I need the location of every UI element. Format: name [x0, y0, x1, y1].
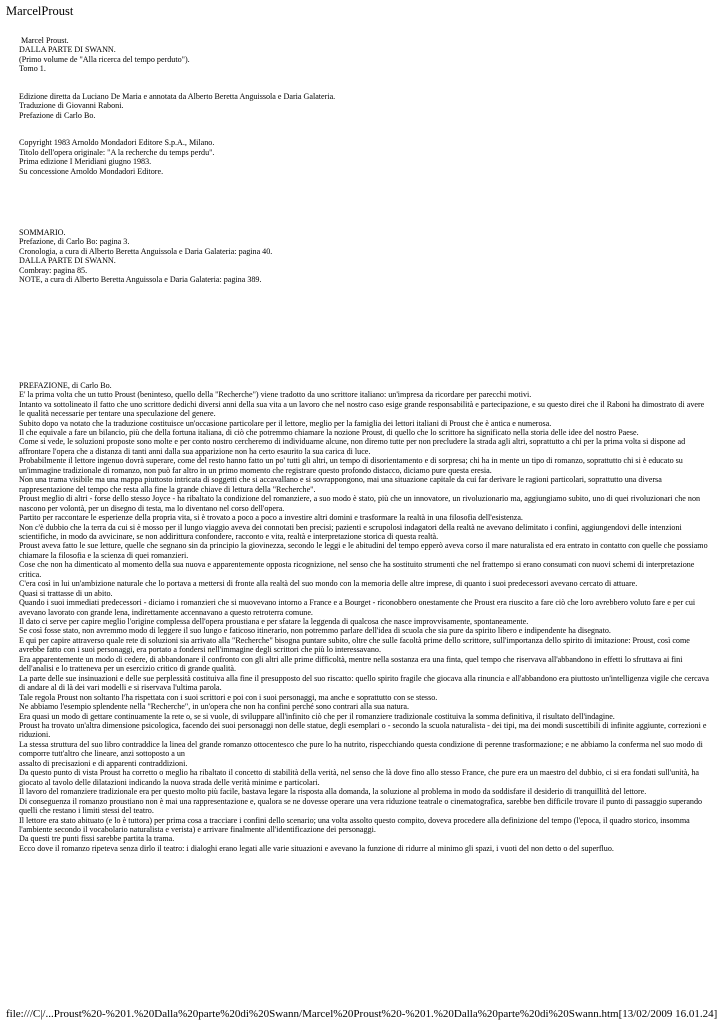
volume-line: Tomo 1.: [19, 64, 46, 74]
preface-paragraph: Il dato ci serve per capire meglio l'origine complessa dell'opera proustiana e per sfatare la leggenda di qualcosa che nasce improvvisamente, spontaneamente.: [19, 617, 529, 627]
file-path-footer: file:///C|/...Proust%20-%201.%20Dalla%20parte%20di%20Swann/Marcel%20Proust%20-%201.%20Dalla%20parte%20di%20Swann.htm[13/02/2009 16.01.24]: [6, 1008, 718, 1020]
preface-paragraph: Proust aveva fatto le sue letture, quelle che segnano sin da principio la giovinezza, secondo le leggi e le abitudini del tempo epperò aveva corso il mare naturalista ed era entrato in contatto con quelle che possiamo chiamare la filosofia e la scienza di quei romanzieri.: [19, 541, 708, 560]
sommario-item: Cronologia, a cura di Alberto Beretta Anguissola e Daria Galateria: pagina 40.: [19, 246, 273, 256]
copyright-line: Copyright 1983 Arnoldo Mondadori Editore S.p.A., Milano.: [19, 138, 215, 148]
preface-paragraphs: [19, 390, 711, 853]
preface-paragraph: Partito per raccontare le esperienze della propria vita, si è trovato a poco a poco a investire altri domini e trasformare la realtà in una filosofia dell'esistenza.: [19, 513, 523, 523]
sommario-heading: SOMMARIO.: [19, 227, 66, 237]
preface-section: [19, 381, 711, 854]
preface-paragraph: E qui per capire attraverso quale rete di soluzioni sia arrivato alla "Recherche" bisogna puntare subito, oltre che sulle facoltà prime dello scrittore, sull'importanza dello spirito di imitazione: Proust, così come avrebbe fatto con i suoi personaggi, era portato a fondersi nell'immagine degli scrittori che più lo interessavano.: [19, 635, 690, 655]
preface-credit-line: Prefazione di Carlo Bo.: [19, 110, 96, 120]
sommario-item: NOTE, a cura di Alberto Beretta Anguissola e Daria Galateria: pagina 389.: [19, 275, 262, 285]
sommario-item: Combray: pagina 85.: [19, 265, 88, 275]
page-title: MarcelProust: [6, 4, 74, 18]
preface-paragraph: Da questi tre punti fissi sarebbe partita la trama.: [19, 834, 175, 844]
sommario-block: [19, 228, 711, 285]
preface-heading: PREFAZIONE, di Carlo Bo.: [19, 380, 112, 390]
title-block: [19, 36, 711, 45]
edition-line: Edizione diretta da Luciano De Maria e annotata da Alberto Beretta Anguissola e Daria Galateria.: [19, 91, 336, 101]
preface-paragraph: Era quasi un modo di gettare continuamente la rete o, se si vuole, di sviluppare all'infinito ciò che per il romanziere tradizionale costituiva la somma definitiva, il risultato dell'indagine.: [19, 711, 615, 721]
book-title: DALLA PARTE DI SWANN.: [19, 45, 116, 55]
preface-paragraph: C'era così in lui un'ambizione naturale che lo portava a mettersi di fronte alla realtà del suo mondo con la memoria delle altre imprese, di quanto i suoi predecessori avevano cercato di attuare.: [19, 579, 638, 589]
preface-paragraph: Non una trama visibile ma una mappa piuttosto intricata di soggetti che si accavallano e si sovrappongono, mai una situazione capitale da cui far derivare le ragioni particolari, soprattutto una diversa rappresentazione del tempo che resta alla fine la grande chiave di lettura della "Recherche".: [19, 475, 662, 494]
document-body: [19, 36, 711, 853]
translator-line: Traduzione di Giovanni Raboni.: [19, 101, 124, 111]
preface-paragraph: Se così fosse stato, non avremmo modo di leggere il suo lungo e faticoso itinerario, non potremmo parlare dell'idea di scuola che sia pure da spirito libero e indipendente ha disegnato.: [19, 626, 611, 636]
preface-paragraph: Era apparentemente un modo di cedere, di abbandonare il confronto con gli altri alle prime difficoltà, mentre nella sostanza era una finta, quel tempo che riservava all'abbandono in effetti lo sfruttava ai fini dell'analisi e lo tratteneva per un esercizio critico di grande qualità.: [19, 654, 683, 674]
preface-paragraph: Quando i suoi immediati predecessori - diciamo i romanzieri che si muovevano intorno a France e a Bourget - riconobbero onestamente che Proust era riuscito a fare ciò che loro avrebbero voluto fare e per cui avevano lavorato con grande lena, indirettamente accennavano a questo retroterra comune.: [19, 598, 696, 617]
sommario-item: DALLA PARTE DI SWANN.: [19, 256, 116, 266]
preface-paragraph: Ecco dove il romanzo ripeteva senza dirlo il teatro: i dialoghi erano legati alle varie situazioni e avevano la funzione di ridurre al minimo gli spazi, i vuoti del non detto o del superfluo.: [19, 843, 614, 853]
preface-paragraph: Come si vede, le soluzioni proposte sono molte e per conto nostro cercheremo di individuarne alcune, non diremo tutte per non precludere la strada agli altri, soprattutto a chi per la prima volta si dispone ad affrontare l'opera che a distanza di tanti anni dalla sua apparizione non ha certo esaurito la sua carica di luce.: [19, 437, 686, 456]
preface-paragraph: Cose che non ha dimenticato al momento della sua nuova e apparentemente opposta ricognizione, nel senso che ha sostituito strumenti che nel frattempo si erano consumati con nuovi schemi di interpretazione critica.: [19, 560, 695, 579]
concession-line: Su concessione Arnoldo Mondadori Editore.: [19, 166, 164, 176]
preface-paragraph: Intanto va sottolineato il fatto che uno scrittore dedichi diversi anni della sua vita a un lavoro che nel nostro caso esige grande responsabilità e partecipazione, e su questo direi che il Raboni ha dimostrato di avere le qualità necessarie per tentare una speculazione del genere.: [19, 399, 705, 419]
title-block-rest: [19, 45, 711, 73]
preface-paragraph: Il lavoro del romanziere tradizionale era per questo molto più facile, bastava legare la risposta alla domanda, la soluzione al problema in modo da soddisfare il desiderio di tranquillità del lettore.: [19, 787, 647, 797]
preface-paragraph: Tale regola Proust non soltanto l'ha rispettata con i suoi scrittori e poi con i suoi personaggi, ma anche e soprattutto con se stesso.: [19, 692, 438, 702]
preface-paragraph: Il lettore era stato abituato (e lo è tuttora) per prima cosa a tracciare i confini dello scenario; una volta assolto questo compito, doveva procedere alla definizione del tempo (l'epoca, il quadro storico, insomma l'ambiente secondo il vocabolario naturalista e verista) e arrivare finalmente all'identificazione dei personaggi.: [19, 815, 690, 834]
sommario-item: Prefazione, di Carlo Bo: pagina 3.: [19, 237, 130, 247]
preface-paragraph: La parte delle sue insinuazioni e delle sue perplessità costituiva alla fine il presupposto del suo riscatto: quello spirito fragile che giocava alla rinuncia e all'abbandono era piuttosto un'intelligenza vigile che cercava di andare al di là dei vari modelli e si riservava l'ultima parola.: [19, 673, 709, 693]
preface-paragraph: Proust meglio di altri - forse dello stesso Joyce - ha ribaltato la condizione del romanziere, a suo modo è stato, più che un innovatore, un rivoluzionario ma, aggiungiamo subito, uno di quei rivoluzionari che non nascono per volontà, per un disegno di testa, ma lo diventano nel corso dell'opera.: [19, 494, 701, 513]
series-line: (Primo volume de "Alla ricerca del tempo perduto").: [19, 54, 190, 64]
preface-paragraph: Subito dopo va notato che la traduzione costituisce un'occasione particolare per il lettore, meglio per la famiglia dei lettori italiani di Proust che è antica e numerosa.: [19, 418, 552, 428]
preface-paragraph: Ne abbiamo l'esempio splendente nella "Recherche", in un'opera che non ha confini perché sono contrari alla sua natura.: [19, 702, 410, 712]
preface-paragraph: Quasi si trattasse di un abito.: [19, 588, 113, 598]
preface-paragraph: E' la prima volta che un tutto Proust (beninteso, quello della "Recherche") viene tradotto da uno scrittore italiano: un'impresa da ricordare per parecchi motivi.: [19, 390, 532, 400]
preface-paragraph: La stessa struttura del suo libro contraddice la linea del grande romanzo ottocentesco che pure lo ha nutrito, rispecchiando questa condizione di perenne trasformazione; e ne abbiamo la conferma nel suo modo di comporre tutt'altro che lineare, anzi sottoposto a un: [19, 739, 703, 759]
first-edition-line: Prima edizione I Meridiani giugno 1983.: [19, 157, 152, 167]
preface-paragraph: Di conseguenza il romanzo proustiano non è mai una rappresentazione e, qualora se ne dovesse operare una vera riduzione teatrale o cinematografica, sarebbe ben difficile trovare il punto di passaggio superando quelli che restano i limiti stessi del teatro.: [19, 796, 703, 816]
preface-paragraph: Il che equivale a fare un bilancio, più che della fortuna italiana, di ciò che potremmo chiamare la nozione Proust, di quello che lo scrittore ha significato nella storia delle idee del nostro Paese.: [19, 427, 639, 437]
preface-paragraph: Proust ha trovato un'altra dimensione psicologica, facendo dei suoi personaggi non delle statue, degli esemplari o - secondo la scuola naturalista - dei tipi, ma dei mondi suscettibili di infinite aggiunte, correzioni e riduzioni.: [19, 721, 707, 740]
original-title-line: Titolo dell'opera originale: "A la recherche du temps perdu".: [19, 147, 215, 157]
preface-paragraph: Da questo punto di vista Proust ha corretto o meglio ha ribaltato il concetto di stabilità della verità, nel senso che là dove fino allo stesso France, che pure era un maestro del dubbio, ci si era fondati sull'unità, ha giocato al tavolo delle dilatazioni indicando la nuova strada delle verità minime e particolari.: [19, 768, 700, 787]
preface-paragraph: Probabilmente il lettore ingenuo dovrà superare, come del resto hanno fatto un po' tutti gli altri, un tempo di disorientamento e di sorpresa; chi ha in mente un tipo di romanzo, soprattutto chi si è educato su un'immagine tradizionale di romanzo, non può far altro in un primo momento che registrare questo profondo distacco, diciamo pure questa eresia.: [19, 456, 683, 475]
copyright-block: [19, 138, 711, 176]
edition-block: [19, 92, 711, 120]
author-line: Marcel Proust.: [21, 36, 69, 45]
preface-paragraph: assalto di precisazioni e di apparenti contraddizioni.: [19, 758, 188, 768]
preface-paragraph: Non c'è dubbio che la terra da cui si è mosso per il lungo viaggio aveva dei connotati ben precisi; pazienti e scrupolosi indagatori della realtà ne avevano delimitato i confini, aggiungendovi delle intenzioni scientifiche, in modo da avvicinare, se non addirittura confondere, racconto e vita, realtà e interpretazione storica di questa realtà.: [19, 522, 682, 541]
